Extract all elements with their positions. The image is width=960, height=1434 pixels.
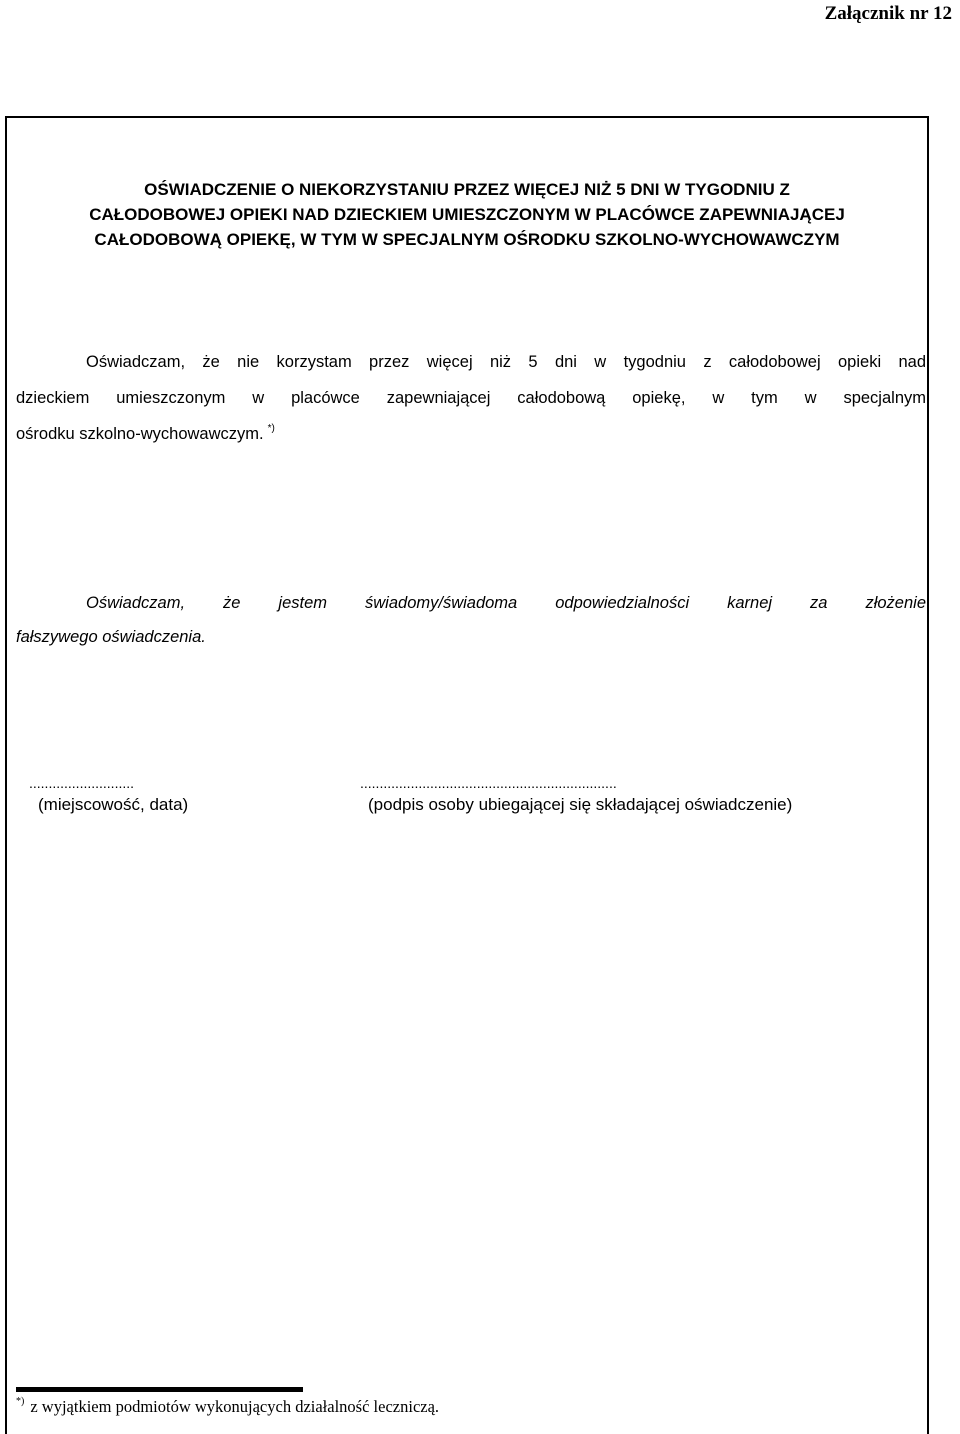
footnote-text: z wyjątkiem podmiotów wykonujących działalność leczniczą.: [30, 1397, 440, 1416]
document-title: [8, 177, 926, 252]
footnote-mark: *): [16, 1396, 25, 1407]
footnote: [16, 1394, 439, 1420]
statement-line-last: [16, 416, 926, 452]
footnote-separator: [16, 1387, 303, 1392]
attachment-label: Załącznik nr 12: [824, 3, 952, 24]
title-line: CAŁODOBOWEJ OPIEKI NAD DZIECKIEM UMIESZCZONYM W PLACÓWCE ZAPEWNIAJĄCEJ: [89, 205, 845, 224]
signature-label: (podpis osoby ubiegającej się składającej oświadczenie): [368, 795, 793, 814]
liability-paragraph: [16, 586, 926, 654]
signature-dotted-line[interactable]: ..................................................................: [360, 775, 617, 791]
place-date-label: (miejscowość, data): [38, 795, 189, 814]
place-date-dotted-line[interactable]: ...........................: [29, 775, 135, 791]
statement-line: dzieckiem umieszczonym w placówce zapewniającej całodobową opiekę, w tym w specjalnym: [16, 389, 926, 407]
liability-line: fałszywego oświadczenia.: [16, 628, 206, 646]
liability-line: Oświadczam, że jestem świadomy/świadoma odpowiedzialności karnej za złożenie: [86, 594, 926, 612]
statement-line: Oświadczam, że nie korzystam przez więcej niż 5 dni w tygodniu z całodobowej opieki nad: [86, 353, 926, 371]
title-line: OŚWIADCZENIE O NIEKORZYSTANIU PRZEZ WIĘCEJ NIŻ 5 DNI W TYGODNIU Z: [144, 180, 790, 199]
footnote-reference: *): [267, 423, 275, 434]
title-line: CAŁODOBOWĄ OPIEKĘ, W TYM W SPECJALNYM OŚRODKU SZKOLNO-WYCHOWAWCZYM: [94, 230, 840, 249]
statement-paragraph: [16, 344, 926, 452]
statement-line-text: ośrodku szkolno-wychowawczym.: [16, 425, 264, 443]
